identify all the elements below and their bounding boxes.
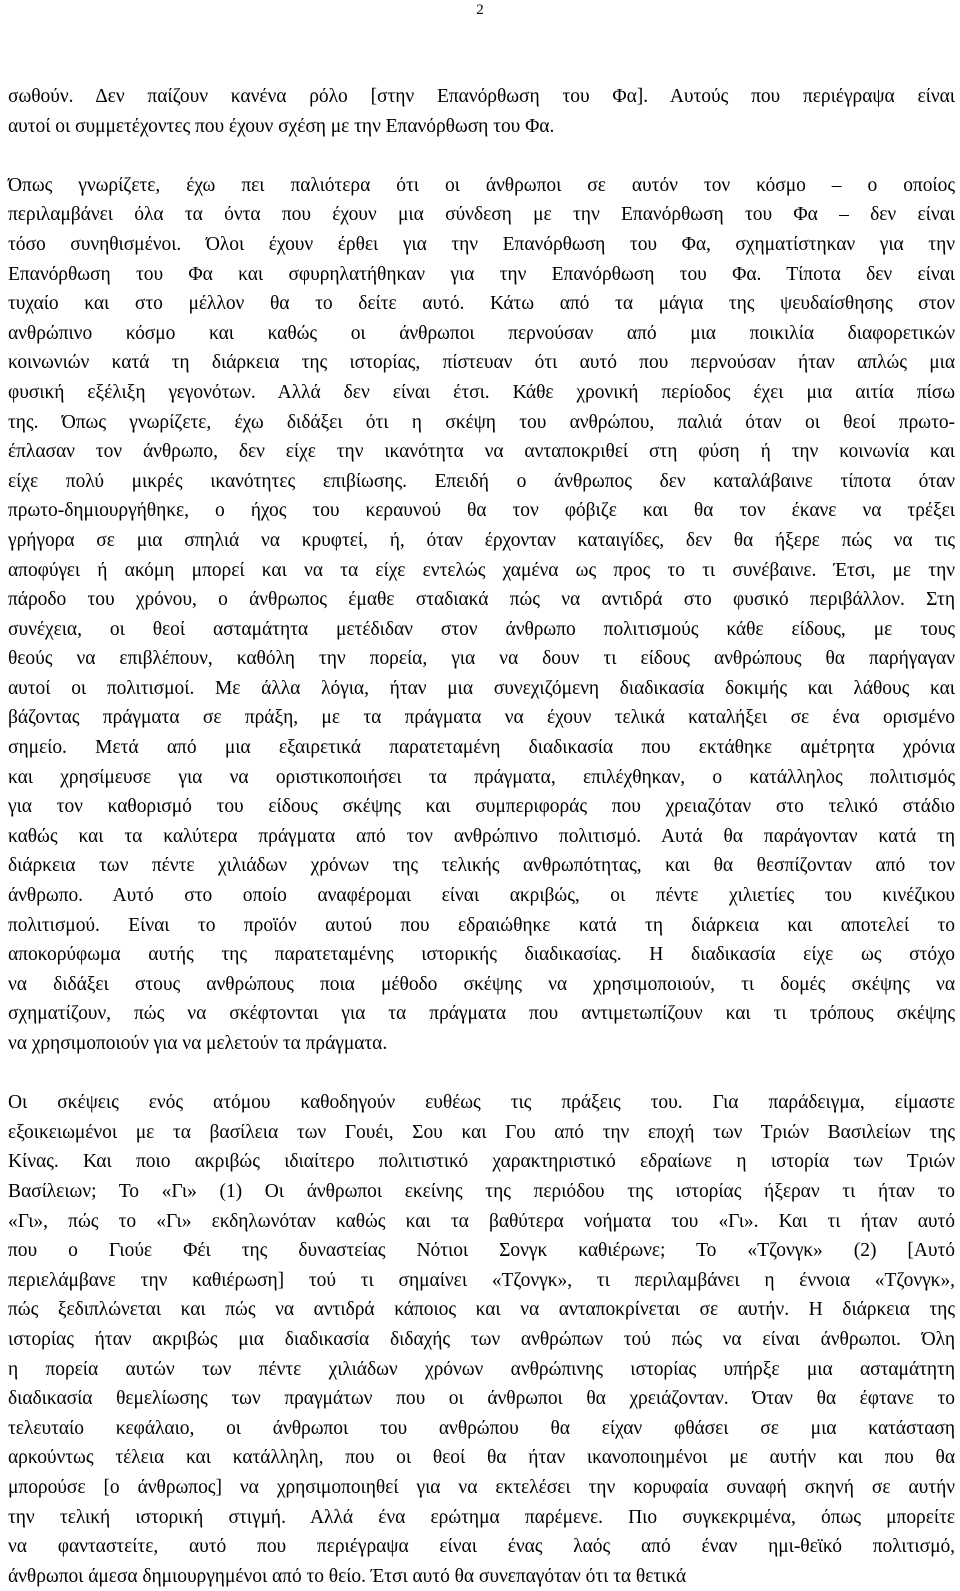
paragraph	[8, 1088, 955, 1591]
paragraph	[8, 82, 955, 141]
text-line: «Γι», πώς το «Γι» εκδηλωνόταν καθώς και τα βαθύτερα νοήματα του «Γι». Και τι ήταν αυτό	[8, 1210, 955, 1232]
text-line: πάροδο του χρόνου, ο άνθρωπος έμαθε σταδιακά πώς να αντιδρά στο φυσικό περιβάλλον. Στη	[8, 589, 955, 611]
text-line: τυχαίο και στο μέλλον θα το δείτε αυτό. Κάτω από τα μάγια της ψευδαίσθησης στον	[8, 293, 955, 315]
text-line: Επανόρθωση του Φα και σφυρηλατήθηκαν για την Επανόρθωση του Φα. Τίποτα δεν είναι	[8, 263, 955, 285]
text-line: σχηματίζουν, πώς να σκέφτονται για τα πράγματα που αντιμετωπίζουν και τι τρόπους σκέψης	[8, 1003, 955, 1025]
text-line: τόσο συνηθισμένοι. Όλοι έχουν έρθει για την Επανόρθωση του Φα, σχηματίστηκαν για την	[8, 233, 955, 255]
text-line: αυτοί οι πολιτισμοί. Με άλλα λόγια, ήταν μια συνεχιζόμενη διαδικασία δοκιμής και λάθους και	[8, 677, 955, 699]
text-line: αποκορύφωμα αυτής της παρατεταμένης ιστορικής διαδικασίας. Η διαδικασία είχε ως στόχο	[8, 944, 955, 966]
text-line: αρκούντως τέλεια και κατάλληλη, που οι θεοί θα ήταν ικανοποιημένοι με αυτήν και που θα	[8, 1447, 955, 1469]
text-line: αυτοί οι συμμετέχοντες που έχουν σχέση με την Επανόρθωση του Φα.	[8, 115, 555, 137]
text-line: σωθούν. Δεν παίζουν κανένα ρόλο [στην Επανόρθωση του Φα]. Αυτούς που περιέγραψα είναι	[8, 86, 955, 107]
text-line: τελευταίο κεφάλαιο, οι άνθρωποι του ανθρώπου θα είχαν φθάσει σε μια κατάσταση	[8, 1417, 955, 1439]
text-line: καθώς και τα καλύτερα πράγματα από τον ανθρώπινο πολιτισμό. Αυτά θα παράγονταν κατά τη	[8, 825, 955, 847]
text-line: η πορεία αυτών των πέντε χιλιάδων χρόνων ανθρώπινης ιστορίας υπήρξε μια ασταμάτητη	[8, 1358, 955, 1380]
text-line: άνθρωποι άμεσα δημιουργημένοι από το θείο. Έτσι αυτό θα συνεπαγόταν ότι τα θετικά	[8, 1565, 687, 1587]
text-line: για τον καθορισμό του είδους σκέψης και συμπεριφοράς που χρειαζόταν στο τελικό στάδιο	[8, 796, 955, 818]
text-line: Βασίλειων; Το «Γι» (1) Οι άνθρωποι εκείνης της περιόδου της ιστορίας ήξεραν τι ήταν το	[8, 1180, 955, 1202]
text-line: άνθρωπο. Αυτό στο οποίο αναφέρομαι είναι ακριβώς, οι πέντε χιλιετίες του κινέζικου	[8, 885, 955, 907]
text-line: ιστορίας ήταν ακριβώς μια διαδικασία διδαχής των ανθρώπων τού πώς να είναι άνθρωποι. Όλη	[8, 1328, 955, 1350]
text-line: περιλαμβάνει όλα τα όντα που έχουν μια σύνδεση με την Επανόρθωση του Φα – δεν είναι	[8, 204, 955, 226]
text-line: σημείο. Μετά από μια εξαιρετικά παρατεταμένη διαδικασία που εκτάθηκε αμέτρητα χρόνια	[8, 737, 955, 759]
text-line: αποφύγει ή ακόμη μπορεί και να τα είχε εντελώς χαμένα ως προς το τι συνέβαινε. Έτσι, με την	[8, 559, 955, 581]
text-line: βάζοντας πράγματα σε πράξη, με τα πράγματα να έχουν τελικά καταλήξει σε ένα ορισμένο	[8, 707, 955, 729]
text-line: έπλασαν τον άνθρωπο, δεν είχε την ικανότητα να ανταποκριθεί στη φύση ή την κοινωνία και	[8, 441, 955, 463]
text-line: διαδικασία θεμελίωσης των πραγμάτων που οι άνθρωποι θα χρειάζονταν. Όταν θα έφτανε το	[8, 1388, 955, 1410]
text-line: είχε πολύ μικρές ικανότητες επιβίωσης. Επειδή ο άνθρωπος δεν καταλάβαινε τίποτα όταν	[8, 470, 955, 492]
text-line: ανθρώπινο κόσμο και καθώς οι άνθρωποι περνούσαν από μια ποικιλία διαφορετικών	[8, 322, 955, 344]
text-line: συνέχεια, οι θεοί ασταμάτητα μετέδιδαν στον άνθρωπο πολιτισμούς κάθε είδους, με τους	[8, 618, 955, 640]
text-line: και χρησίμευσε για να οριστικοποιήσει τα πράγματα, επιλέχθηκαν, ο κατάλληλος πολιτισμός	[8, 766, 955, 788]
text-line: να χρησιμοποιούν για να μελετούν τα πράγματα.	[8, 1033, 388, 1054]
document-body	[8, 82, 955, 1591]
text-line: Όπως γνωρίζετε, έχω πει παλιότερα ότι οι άνθρωποι σε αυτόν τον κόσμο – ο οποίος	[8, 174, 955, 196]
text-line: πολιτισμού. Είναι το προϊόν αυτού που εδραιώθηκε κατά τη διάρκεια και αποτελεί το	[8, 914, 955, 936]
text-line: Κίνας. Και ποιο ακριβώς ιδιαίτερο πολιτιστικό χαρακτηριστικό εδραίωνε η ιστορία των Τριών	[8, 1151, 955, 1173]
text-line: διάρκεια των πέντε χιλιάδων χρόνων της τελικής ανθρωπότητας, και θα θεσπίζονταν από τον	[8, 855, 955, 877]
text-line: πρωτο-δημιουργήθηκε, ο ήχος του κεραυνού θα τον φόβιζε και θα τον έκανε να τρέξει	[8, 500, 955, 522]
text-line: να φανταστείτε, αυτό που περιέγραψα είναι ένας λαός από έναν ημι-θεϊκό πολιτισμό,	[8, 1536, 955, 1558]
text-line: μπορούσε [ο άνθρωπος] να χρησιμοποιηθεί για να εκτελέσει την κορυφαία συναφή σκηνή σε αυτήν	[8, 1476, 955, 1498]
text-line: εξοικειωμένοι με τα βασίλεια των Γουέι, Σου και Γου από την εποχή των Τριών Βασιλείων της	[8, 1121, 955, 1143]
text-line: γρήγορα σε μια σπηλιά να κρυφτεί, ή, όταν έρχονταν καταιγίδες, δεν θα ήξερε πώς να τις	[8, 529, 955, 551]
text-line: περιελάμβανε την καθιέρωση] τού τι σημαίνει «Τζονγκ», τι περιλαμβάνει η έννοια «Τζονγκ»,	[8, 1269, 955, 1291]
text-line: θεούς να επιβλέπουν, καθόλη την πορεία, για να δουν τι είδους ανθρώπους θα παρήγαγαν	[8, 648, 955, 670]
page-number: 2	[476, 2, 484, 18]
text-line: που ο Γιούε Φέι της δυναστείας Νότιοι Σονγκ καθιέρωνε; Το «Τζονγκ» (2) [Αυτό	[8, 1240, 955, 1262]
text-line: φυσική εξέλιξη γεγονότων. Αλλά δεν είναι έτσι. Κάθε χρονική περίοδος έχει μια αιτία πίσω	[8, 381, 955, 403]
text-line: να διδάξει στους ανθρώπους ποια μέθοδο σκέψης να χρησιμοποιούν, τι δομές σκέψης να	[8, 973, 955, 995]
paragraph	[8, 171, 955, 1059]
text-line: κοινωνιών κατά τη διάρκεια της ιστορίας, πίστευαν ότι αυτό που περνούσαν ήταν απλώς μια	[8, 352, 955, 374]
text-line: την τελική ιστορική στιγμή. Αλλά ένα ερώτημα παρέμενε. Πιο συγκεκριμένα, όπως μπορείτε	[8, 1506, 955, 1528]
text-line: της. Όπως γνωρίζετε, έχω διδάξει ότι η σκέψη του ανθρώπου, παλιά όταν οι θεοί πρωτο-	[8, 411, 955, 433]
text-line: πώς ξεδιπλώνεται και πώς να αντιδρά κάποιος και να ανταποκρίνεται σε αυτήν. Η διάρκεια της	[8, 1299, 955, 1321]
text-line: Οι σκέψεις ενός ατόμου καθοδηγούν ευθέως τις πράξεις του. Για παράδειγμα, είμαστε	[8, 1092, 955, 1114]
